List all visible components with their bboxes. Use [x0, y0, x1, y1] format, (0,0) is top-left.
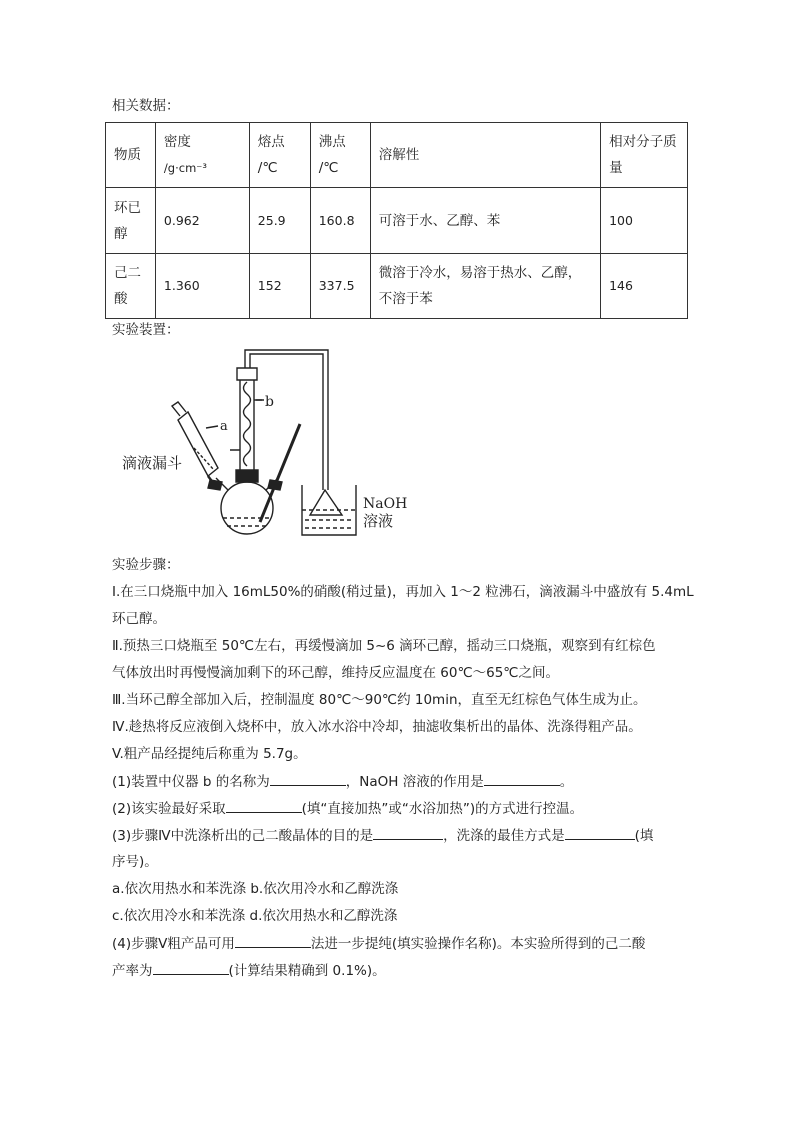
question-3-cont: 序号)。 [112, 854, 158, 870]
step-line: I.在三口烧瓶中加入 16mL50%的硝酸(稍过量)，再加入 1～2 粒沸石，滴液漏斗中盛放有 5.4mL [112, 584, 694, 600]
step-line: Ⅳ.趁热将反应液倒入烧杯中，放入冰水浴中冷却，抽滤收集析出的晶体、洗涤得粗产品。 [112, 719, 642, 735]
header-melting-point: 熔点 /℃ [249, 123, 310, 188]
cell-substance: 环已 醇 [106, 188, 156, 254]
option-line: c.依次用冷水和苯洗涤 d.依次用热水和乙醇洗涤 [112, 908, 398, 924]
thermometer [260, 424, 300, 522]
gas-funnel [310, 490, 342, 515]
answer-blank[interactable] [235, 933, 311, 948]
data-heading: 相关数据： [112, 98, 180, 114]
label-a-leader [206, 426, 218, 428]
question-4: (4)步骤Ⅴ粗产品可用 法进一步提纯(填实验操作名称)。本实验所得到的己二酸 [112, 933, 645, 954]
cell-solubility: 可溶于水、乙醇、苯 [370, 188, 600, 254]
cell-density: 1.360 [155, 254, 249, 319]
table-row [106, 254, 688, 319]
header-solubility: 溶解性 [370, 123, 600, 188]
header-boiling-point: 沸点 /℃ [310, 123, 370, 188]
data-table [105, 122, 688, 319]
cell-molecular-weight: 146 [601, 254, 688, 319]
label-b: b [265, 394, 274, 410]
question-1: (1)装置中仪器 b 的名称为 ，NaOH 溶液的作用是 。 [112, 771, 573, 792]
cell-boiling-point: 160.8 [310, 188, 370, 254]
answer-blank[interactable] [153, 960, 229, 975]
header-density: 密度 /g·cm⁻³ [155, 123, 249, 188]
step-line: V.粗产品经提纯后称重为 5.7g。 [112, 746, 307, 762]
apparatus-heading: 实验装置： [112, 322, 180, 338]
answer-blank[interactable] [226, 798, 302, 813]
label-naoh: NaOH [363, 496, 408, 512]
label-a: a [220, 419, 228, 434]
cell-substance: 己二 酸 [106, 254, 156, 319]
answer-blank[interactable] [270, 771, 346, 786]
step-line: Ⅱ.预热三口烧瓶至 50℃左右，再缓慢滴加 5~6 滴环己醇，摇动三口烧瓶，观察到有红棕色 [112, 638, 656, 654]
cell-melting-point: 25.9 [249, 188, 310, 254]
gas-tube-inner [250, 354, 323, 490]
dropping-funnel [178, 412, 218, 476]
step-line: 环己醇。 [112, 611, 166, 627]
condenser-joint [236, 470, 258, 482]
option-line: a.依次用热水和苯洗涤 b.依次用冷水和乙醇洗涤 [112, 881, 399, 897]
table-row [106, 188, 688, 254]
steps-heading: 实验步骤： [112, 557, 180, 573]
table-header-row [106, 123, 688, 188]
cell-melting-point: 152 [249, 254, 310, 319]
answer-blank[interactable] [373, 825, 443, 840]
cell-boiling-point: 337.5 [310, 254, 370, 319]
question-2: (2)该实验最好采取 (填“直接加热”或“水浴加热”)的方式进行控温。 [112, 798, 583, 819]
cell-solubility: 微溶于冷水，易溶于热水、乙醇， 不溶于苯 [370, 254, 600, 319]
answer-blank[interactable] [484, 771, 560, 786]
question-4-cont: 产率为 (计算结果精确到 0.1%)。 [112, 960, 386, 981]
label-solution: 溶液 [363, 512, 394, 530]
header-substance: 物质 [106, 123, 156, 188]
condenser-coil [244, 382, 251, 466]
condenser-top [237, 368, 257, 380]
header-molecular-weight: 相对分子质 量 [601, 123, 688, 188]
cell-density: 0.962 [155, 188, 249, 254]
question-3: (3)步骤Ⅳ中洗涤析出的己二酸晶体的目的是 ，洗涤的最佳方式是 (填 [112, 825, 653, 846]
apparatus-diagram [110, 340, 430, 540]
cell-molecular-weight: 100 [601, 188, 688, 254]
step-line: Ⅲ.当环己醇全部加入后，控制温度 80℃～90℃约 10min，直至无红棕色气体生成为止。 [112, 692, 647, 708]
label-dropping-funnel: 滴液漏斗 [122, 454, 183, 472]
step-line: 气体放出时再慢慢滴加剩下的环己醇，维持反应温度在 60℃～65℃之间。 [112, 665, 559, 681]
answer-blank[interactable] [565, 825, 635, 840]
